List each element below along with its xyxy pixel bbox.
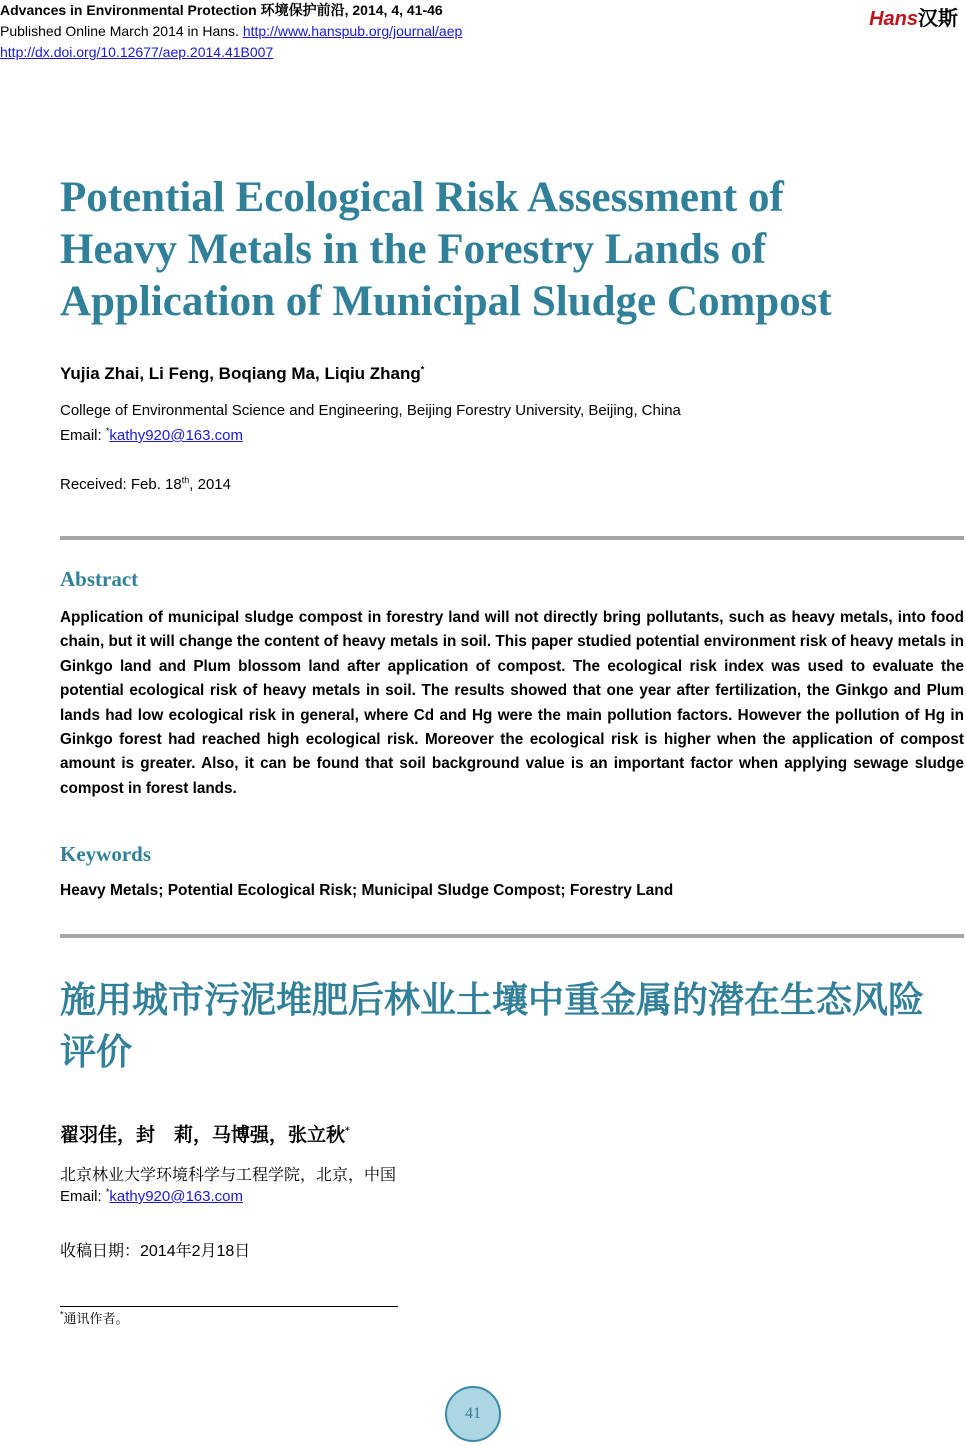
cn-author-mark: * [345, 1126, 350, 1137]
email-link[interactable]: kathy920@163.com [109, 427, 243, 444]
author-names: Yujia Zhai, Li Feng, Boqiang Ma, Liqiu Zhang [60, 364, 421, 383]
chinese-title: 施用城市污泥堆肥后林业土壤中重金属的潜在生态风险评价 [60, 979, 925, 1072]
affiliation: College of Environmental Science and Engineering, Beijing Forestry University, Beijing, China [60, 402, 681, 419]
logo-latin: Hans [869, 8, 918, 30]
journal-link[interactable]: http://www.hanspub.org/journal/aep [242, 23, 463, 39]
title-line: Potential Ecological Risk Assessment of [60, 174, 784, 221]
footnote-mark: * [60, 1309, 64, 1320]
title-line: Heavy Metals in the Forestry Lands of [60, 226, 767, 273]
published-line [0, 21, 462, 41]
chinese-affiliation: 北京林业大学环境科学与工程学院，北京，中国 [60, 1167, 397, 1184]
journal-line: Advances in Environmental Protection 环境保护前沿, 2014, 4, 41-46 [0, 2, 443, 18]
email-line [60, 426, 243, 444]
paper-title [60, 172, 960, 328]
received-sup: th [181, 475, 190, 485]
footnote [60, 1308, 129, 1327]
email-link[interactable]: kathy920@163.com [109, 1188, 243, 1205]
email-label: Email: [60, 427, 106, 444]
received-prefix: Received: Feb. 18 [60, 476, 182, 493]
email-mark: * [105, 1187, 110, 1197]
published-text: Published Online March 2014 in Hans. [0, 23, 243, 39]
divider [60, 536, 964, 540]
keywords-heading: Keywords [60, 842, 151, 866]
received-date [60, 475, 231, 493]
doi-link[interactable]: http://dx.doi.org/10.12677/aep.2014.41B007 [0, 44, 274, 60]
hans-logo [869, 2, 958, 31]
authors [60, 364, 424, 384]
footnote-text: 通讯作者。 [63, 1311, 129, 1326]
abstract-text: Application of municipal sludge compost in forestry land will not directly bring pollutants, such as heavy metals, into food chain, but it will change the content of heavy metals in soil. This paper studied potential environment risk of heavy metals in Ginkgo land and Plum blossom land after application of compost. The ecological risk index was used to evaluate the potential ecological risk of heavy metals in soil. The results showed that one year after fertilization, the Ginkgo and Plum lands had low ecological risk in general, where Cd and Hg were the main pollution factors. However the pollution of Hg in Ginkgo forest had reached high ecological risk. Moreover the ecological risk is higher when the application of compost amount is greater. Also, it can be found that soil background value is an important factor when applying sewage sludge compost in forest lands. [60, 609, 964, 797]
author-mark: * [420, 364, 425, 375]
cn-email-line [60, 1187, 243, 1205]
chinese-authors [60, 1120, 350, 1147]
cn-author-names: 翟羽佳，封 莉，马博强，张立秋 [60, 1124, 346, 1146]
page-number: 41 [445, 1386, 501, 1442]
divider [60, 934, 964, 938]
doi-line [0, 42, 273, 62]
email-mark: * [105, 426, 110, 436]
title-line: Application of Municipal Sludge Compost [60, 278, 832, 325]
email-label: Email: [60, 1188, 106, 1205]
footnote-rule [60, 1306, 398, 1307]
logo-cn: 汉斯 [918, 8, 958, 30]
chinese-received-date: 收稿日期：2014年2月18日 [60, 1243, 251, 1260]
keywords-text: Heavy Metals; Potential Ecological Risk; Municipal Sludge Compost; Forestry Land [60, 882, 674, 899]
received-suffix: , 2014 [189, 476, 231, 493]
abstract-heading: Abstract [60, 567, 139, 591]
